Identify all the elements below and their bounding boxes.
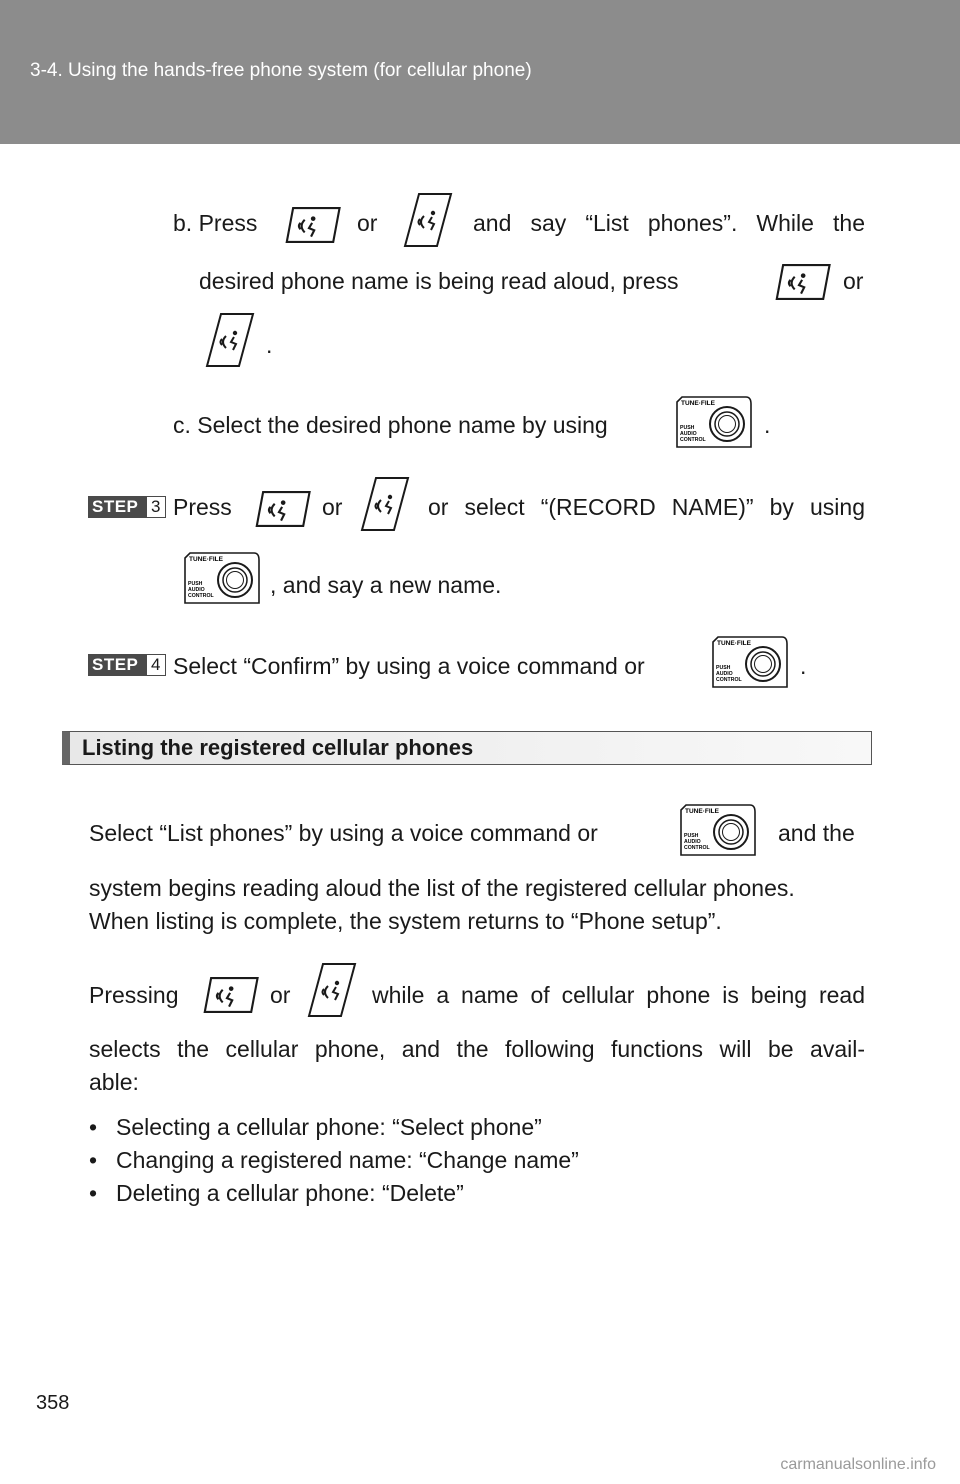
- svg-text:CONTROL: CONTROL: [684, 845, 710, 851]
- bullet-glyph: •: [89, 1147, 98, 1173]
- step-3-text: or select “(RECORD NAME)” by using: [428, 494, 865, 520]
- tune-file-knob-icon: [678, 802, 758, 858]
- list-item: Selecting a cellular phone: “Select phone”: [116, 1114, 542, 1140]
- period-text: .: [764, 412, 771, 438]
- svg-text:AUDIO: AUDIO: [684, 839, 701, 845]
- svg-text:AUDIO: AUDIO: [188, 587, 205, 593]
- talk-switch-icon: [278, 206, 342, 244]
- list-item: Deleting a cellular phone: “Delete”: [116, 1180, 464, 1206]
- bullet-glyph: •: [89, 1180, 98, 1206]
- step-c-text: c. Select the desired phone name by using: [173, 412, 608, 438]
- period-text: .: [266, 332, 273, 358]
- talk-switch-tall-icon: [200, 312, 260, 368]
- paragraph-text: able:: [89, 1069, 139, 1095]
- tune-file-knob-icon: [710, 634, 790, 690]
- svg-text:CONTROL: CONTROL: [188, 593, 214, 599]
- step-b-text-line2: desired phone name is being read aloud, press: [199, 268, 679, 294]
- step-3-press-text: Press: [173, 494, 232, 520]
- section-title: 3-4. Using the hands-free phone system (for cellular phone): [30, 60, 532, 81]
- talk-switch-tall-icon: [302, 962, 362, 1018]
- paragraph-text: and the: [778, 820, 855, 846]
- or-text: or: [843, 268, 864, 294]
- paragraph-text: Select “List phones” by using a voice command or: [89, 820, 598, 846]
- period-text: .: [800, 653, 807, 679]
- step-4-text: Select “Confirm” by using a voice command or: [173, 653, 645, 679]
- step-3-badge: [88, 496, 166, 518]
- step-3-text-line2: , and say a new name.: [270, 572, 502, 598]
- paragraph-text: system begins reading aloud the list of the registered cellular phones.: [89, 875, 795, 901]
- talk-switch-icon: [248, 490, 312, 528]
- section-heading-text: Listing the registered cellular phones: [82, 735, 474, 760]
- bullet-glyph: •: [89, 1114, 98, 1140]
- step-4-badge: [88, 654, 166, 676]
- step-number: 3: [146, 496, 166, 518]
- step-label: STEP: [92, 655, 139, 674]
- list-item: Changing a registered name: “Change name”: [116, 1147, 579, 1173]
- svg-text:AUDIO: AUDIO: [716, 671, 733, 677]
- paragraph-text: while a name of cellular phone is being read: [372, 982, 865, 1008]
- svg-text:PUSH: PUSH: [680, 425, 695, 431]
- step-b-text: and say “List phones”. While the: [473, 210, 865, 236]
- svg-text:AUDIO: AUDIO: [680, 431, 697, 437]
- svg-text:TUNE·FILE: TUNE·FILE: [681, 400, 715, 407]
- paragraph-text: selects the cellular phone, and the following functions will be avail-: [89, 1036, 865, 1062]
- svg-text:TUNE·FILE: TUNE·FILE: [685, 808, 719, 815]
- svg-text:TUNE·FILE: TUNE·FILE: [717, 640, 751, 647]
- page-number: 358: [36, 1392, 70, 1414]
- svg-text:CONTROL: CONTROL: [680, 437, 706, 443]
- svg-text:CONTROL: CONTROL: [716, 677, 742, 683]
- svg-text:PUSH: PUSH: [188, 581, 203, 587]
- or-text: or: [322, 494, 343, 520]
- watermark: carmanualsonline.info: [780, 1456, 936, 1473]
- paragraph-text: Pressing: [89, 982, 179, 1008]
- talk-switch-tall-icon: [398, 192, 458, 248]
- or-text: or: [270, 982, 291, 1008]
- or-text: or: [357, 210, 378, 236]
- svg-text:TUNE·FILE: TUNE·FILE: [189, 556, 223, 563]
- page-header: [0, 0, 960, 144]
- tune-file-knob-icon: [182, 550, 262, 606]
- tune-file-knob-icon: [674, 394, 754, 450]
- talk-switch-icon: [196, 976, 260, 1014]
- talk-switch-tall-icon: [355, 476, 415, 532]
- section-heading: [62, 731, 872, 765]
- paragraph-text: When listing is complete, the system returns to “Phone setup”.: [89, 908, 722, 934]
- svg-text:PUSH: PUSH: [684, 833, 699, 839]
- step-label: STEP: [92, 497, 139, 516]
- step-number: 4: [146, 654, 166, 676]
- talk-switch-icon: [768, 263, 832, 301]
- step-b-press-text: b. Press: [173, 210, 258, 236]
- svg-text:PUSH: PUSH: [716, 665, 731, 671]
